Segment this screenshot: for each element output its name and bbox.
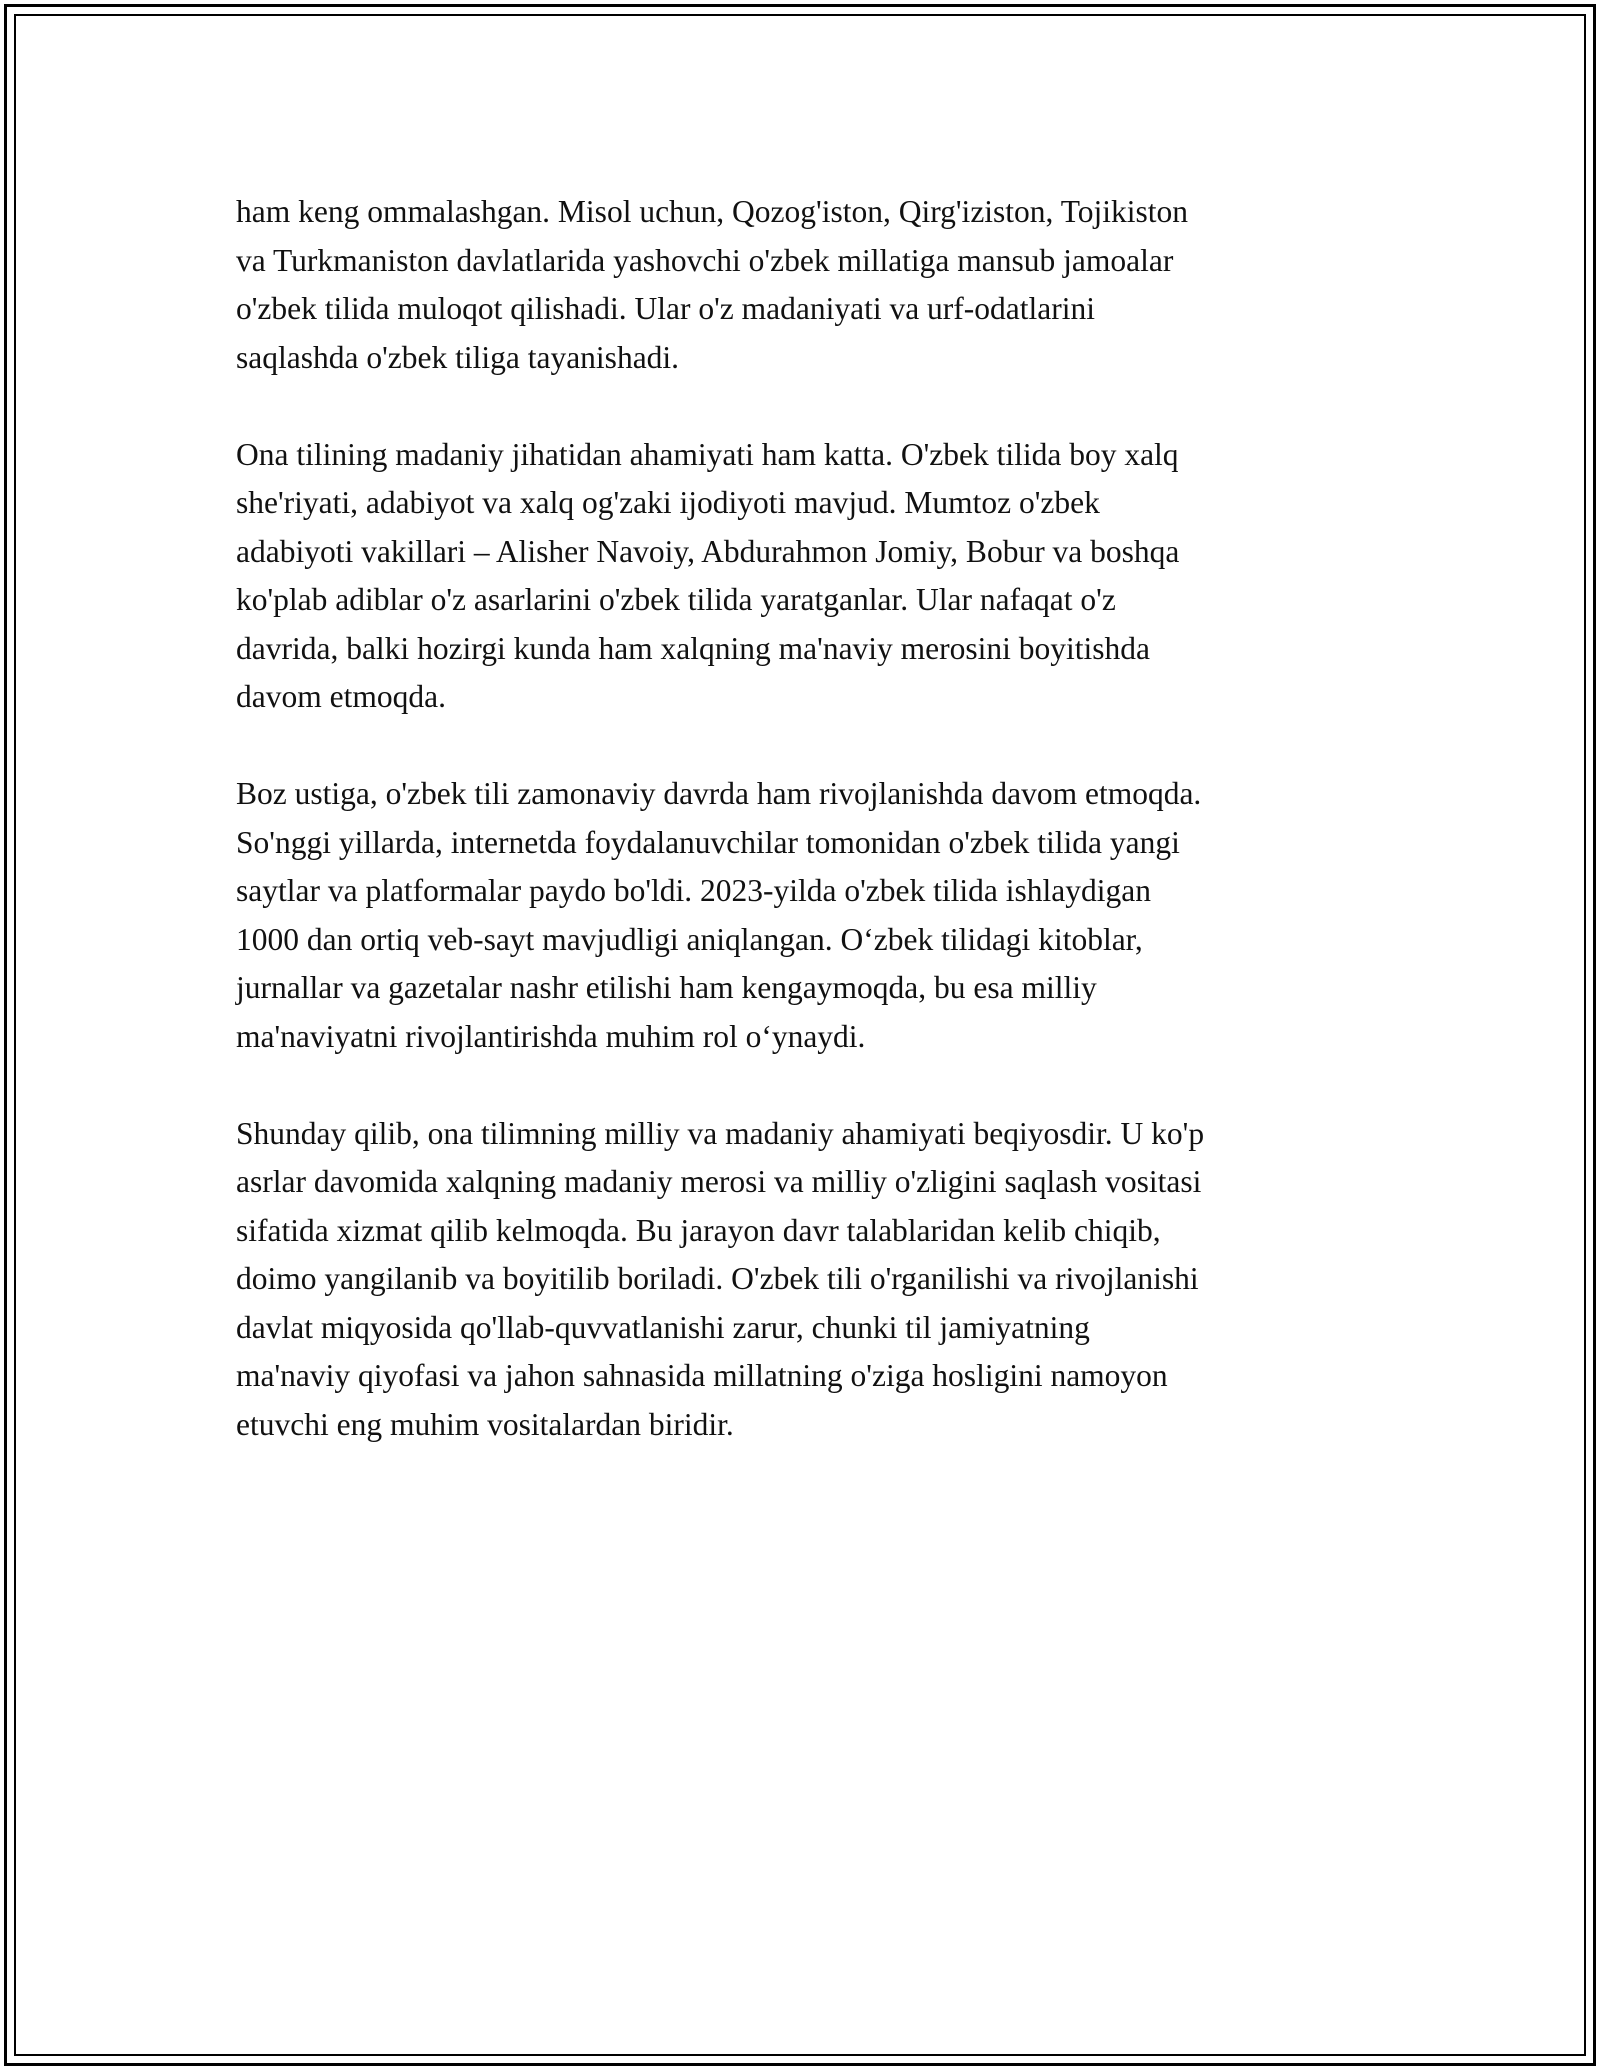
paragraph-1: ham keng ommalashgan. Misol uchun, Qozog'iston, Qirg'iziston, Tojikiston va Turkmaniston davlatlarida yashovchi o'zbek millatiga mansub jamoalar o'zbek tilida muloqot qilishadi. Ular o'z madaniyati va urf-odatlarini saqlashda o'zbek tiliga tayanishadi. xyxy=(236,194,1189,375)
paragraph-3: Boz ustiga, o'zbek tili zamonaviy davrda ham rivojlanishda davom etmoqda. So'nggi yillarda, internetda foydalanuvchilar tomonidan o'zbek tilida yangi saytlar va platformalar paydo bo'ldi. 2023-yilda o'zbek tilida ishlaydigan 1000 dan ortiq veb-sayt mavjudligi aniqlangan. O‘zbek tilidagi kitoblar, jurnallar va gazetalar nashr etilishi ham kengaymoqda, bu esa milliy ma'naviyatni rivojlantirishda muhim rol o‘ynaydi. xyxy=(236,776,1202,1054)
document-body xyxy=(236,188,1376,1498)
paragraph-4: Shunday qilib, ona tilimning milliy va madaniy ahamiyati beqiyosdir. U ko'p asrlar davomida xalqning madaniy merosi va milliy o'zligini saqlash vositasi sifatida xizmat qilib kelmoqda. Bu jarayon davr talablaridan kelib chiqib, doimo yangilanib va boyitilib boriladi. O'zbek tili o'rganilishi va rivojlanishi davlat miqyosida qo'llab-quvvatlanishi zarur, chunki til jamiyatning ma'naviy qiyofasi va jahon sahnasida millatning o'ziga hosligini namoyon etuvchi eng muhim vositalardan biridir. xyxy=(236,1115,1205,1442)
paragraph-2: Ona tilining madaniy jihatidan ahamiyati ham katta. O'zbek tilida boy xalq she'riyati, adabiyot va xalq og'zaki ijodiyoti mavjud. Mumtoz o'zbek adabiyoti vakillari – Alisher Navoiy, Abdurahmon Jomiy, Bobur va boshqa ko'plab adiblar o'z asarlarini o'zbek tilida yaratganlar. Ular nafaqat o'z davrida, balki hozirgi kunda ham xalqning ma'naviy merosini boyitishda davom etmoqda. xyxy=(236,436,1180,714)
